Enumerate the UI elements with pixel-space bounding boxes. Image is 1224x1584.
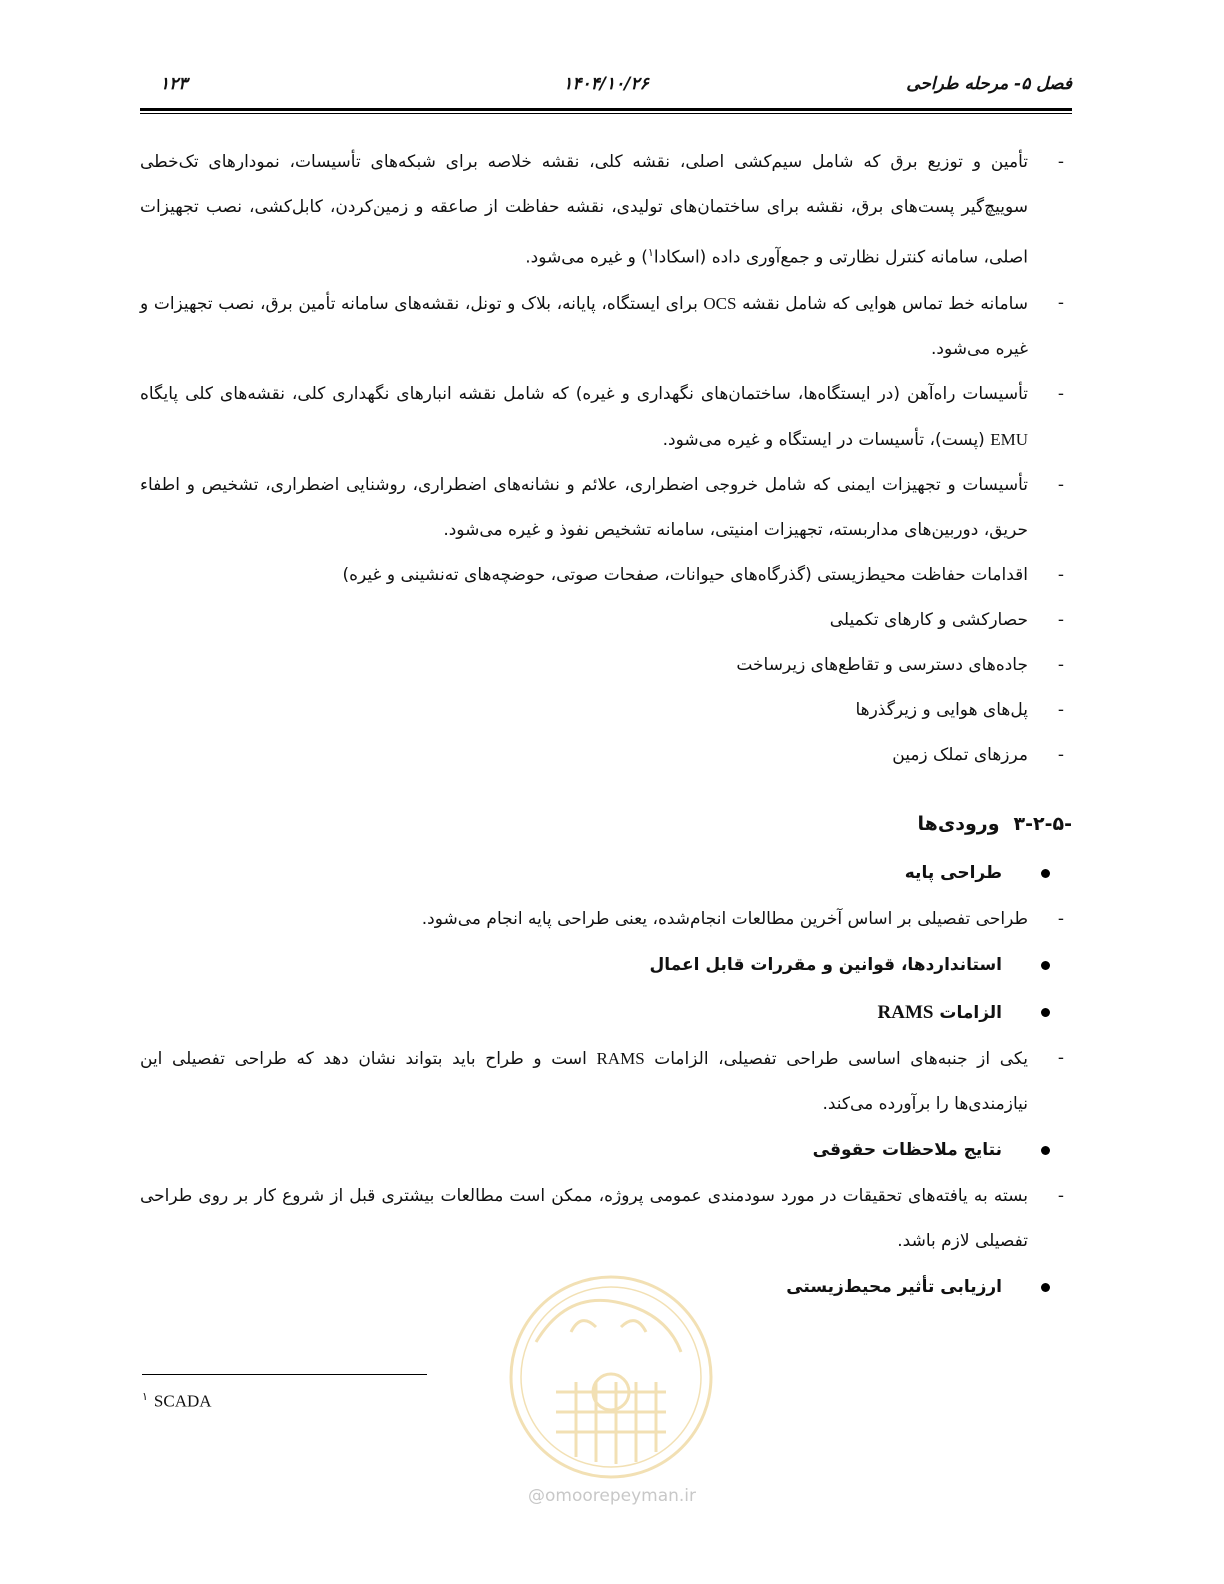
- list-item: [140, 897, 1072, 942]
- watermark-url: @omoorepeyman.ir: [527, 1486, 697, 1506]
- footnote-text: SCADA: [153, 1391, 212, 1411]
- dash-marker: -: [1057, 654, 1064, 675]
- list-item-text-tail: (پست)، تأسیسات در ایستگاه و غیره می‌شود.: [662, 429, 991, 450]
- dash-marker: -: [1057, 1185, 1064, 1206]
- list-item-text: یکی از جنبه‌های اساسی طراحی تفصیلی، الزامات: [644, 1048, 1028, 1069]
- list-item-text: مرزهای تملک زمین: [892, 744, 1028, 765]
- list-item-text: حصارکشی و کارهای تکمیلی: [829, 609, 1028, 630]
- header-date: ۱۴۰۴/۱۰/۲۶: [563, 74, 649, 94]
- page-header: [140, 74, 1072, 104]
- list-item-text: تأسیسات راه‌آهن (در ایستگاه‌ها، ساختمان‌های نگهداری و غیره) که شامل نقشه انبارهای نگهداری کلی، نقشه‌های کلی پایگاه: [140, 383, 1028, 404]
- list-item: [140, 281, 1072, 372]
- list-item-text: پل‌های هوایی و زیرگذرها: [855, 699, 1028, 720]
- dash-marker: -: [1057, 474, 1064, 495]
- subsection-heading: [140, 850, 1072, 897]
- list-item-text: بسته به یافته‌های تحقیقات در مورد سودمندی عمومی پروژه، ممکن است مطالعات بیشتری قبل از شروع کار بر روی طراحی تفصیلی لازم باشد.: [140, 1185, 1028, 1251]
- dash-marker: -: [1057, 699, 1064, 720]
- footnote-separator: [142, 1374, 427, 1375]
- list-item: [140, 688, 1072, 733]
- list-item-text-tail: است و طراح باید بتواند نشان دهد که طراحی تفصیلی این نیازمندی‌ها را برآورده می‌کند.: [140, 1048, 1028, 1114]
- dash-marker: -: [1057, 609, 1064, 630]
- subsection-title-latin: RAMS: [877, 1001, 934, 1023]
- footnote-ref: ۱: [647, 246, 654, 259]
- list-item-text: تأمین و توزیع برق که شامل سیم‌کشی اصلی، نقشه کلی، نقشه خلاصه برای شبکه‌های تأسیسات، نمودارهای تک‌خطی سوییچ‌گیر پست‌های برق، نقشه برای ساختمان‌های تولیدی، نقشه حفاظت از صاعقه و زمین‌کردن، کابل‌کشی، نصب تجهیزات اصلی، سامانه کنترل نظارتی و جمع‌آوری داده (اسکادا: [140, 152, 1028, 268]
- bullet-dot-icon: [1041, 869, 1050, 878]
- bullet-dot-icon: [1041, 1283, 1050, 1292]
- list-item-latin: OCS: [703, 293, 737, 313]
- list-item-text: تأسیسات و تجهیزات ایمنی که شامل خروجی اضطراری، علائم و نشانه‌های اضطراری، روشنایی اضطراری، تشخیص و اطفاء حریق، دوربین‌های مداربسته، تجهیزات امنیتی، سامانه تشخیص نفوذ و غیره می‌شود.: [140, 474, 1028, 540]
- chapter-title: فصل ۵- مرحله طراحی: [906, 74, 1072, 94]
- list-item-text: سامانه خط تماس هوایی که شامل نقشه: [736, 293, 1028, 314]
- dash-marker: -: [1057, 383, 1064, 404]
- list-item-text-tail: ) و غیره می‌شود.: [525, 247, 648, 268]
- subsection-title: طراحی پایه: [904, 862, 1002, 883]
- list-item-text: جاده‌های دسترسی و تقاطع‌های زیرساخت: [736, 654, 1028, 675]
- list-item: [140, 463, 1072, 553]
- list-item-text: اقدامات حفاظت محیط‌زیستی (گذرگاه‌های حیوانات، صفحات صوتی، حوضچه‌های ته‌نشینی و غیره): [342, 564, 1028, 585]
- section-title: ورودی‌ها: [917, 812, 1000, 835]
- list-item-latin: EMU: [990, 429, 1028, 449]
- dash-marker: -: [1057, 744, 1064, 765]
- subsection-title: ارزیابی تأثیر محیط‌زیستی: [786, 1276, 1002, 1297]
- subsection-title: الزامات: [933, 1002, 1002, 1023]
- dash-marker: -: [1057, 292, 1064, 313]
- bullet-dot-icon: [1041, 1146, 1050, 1155]
- bullet-dot-icon: [1041, 961, 1050, 970]
- list-item: [140, 733, 1072, 778]
- body-text: [140, 140, 1072, 1311]
- dash-marker: -: [1057, 1047, 1064, 1068]
- page-number: ۱۲۳: [160, 74, 188, 94]
- list-item-text: طراحی تفصیلی بر اساس آخرین مطالعات انجام‌شده، یعنی طراحی پایه انجام می‌شود.: [421, 908, 1028, 929]
- list-item: [140, 372, 1072, 463]
- subsection-heading: [140, 989, 1072, 1036]
- subsection-title: استانداردها، قوانین و مقررات قابل اعمال: [649, 954, 1002, 975]
- subsection-heading: [140, 1127, 1072, 1174]
- subsection-title: نتایج ملاحظات حقوقی: [812, 1139, 1002, 1160]
- bullet-dot-icon: [1041, 1008, 1050, 1017]
- list-item: [140, 140, 1072, 281]
- section-number: ۳-۲-۵-: [1013, 812, 1072, 835]
- footnote: [142, 1390, 212, 1412]
- header-rule-thin: [140, 113, 1072, 114]
- list-item: [140, 598, 1072, 643]
- header-rule-thick: [140, 108, 1072, 111]
- section-heading: [140, 798, 1072, 850]
- list-item-text-tail: برای ایستگاه، پایانه، بلاک و تونل، نقشه‌های سامانه تأمین برق، نصب تجهیزات و غیره می‌شود.: [140, 293, 1028, 359]
- list-item: [140, 1174, 1072, 1264]
- dash-marker: -: [1057, 908, 1064, 929]
- footnote-mark: ۱: [142, 1391, 148, 1403]
- list-item: [140, 643, 1072, 688]
- list-item: [140, 553, 1072, 598]
- list-item-latin: RAMS: [596, 1048, 645, 1068]
- dash-marker: -: [1057, 152, 1064, 172]
- subsection-heading: [140, 942, 1072, 989]
- list-item: [140, 1036, 1072, 1127]
- watermark-seal-icon: [496, 1272, 726, 1482]
- dash-marker: -: [1057, 564, 1064, 585]
